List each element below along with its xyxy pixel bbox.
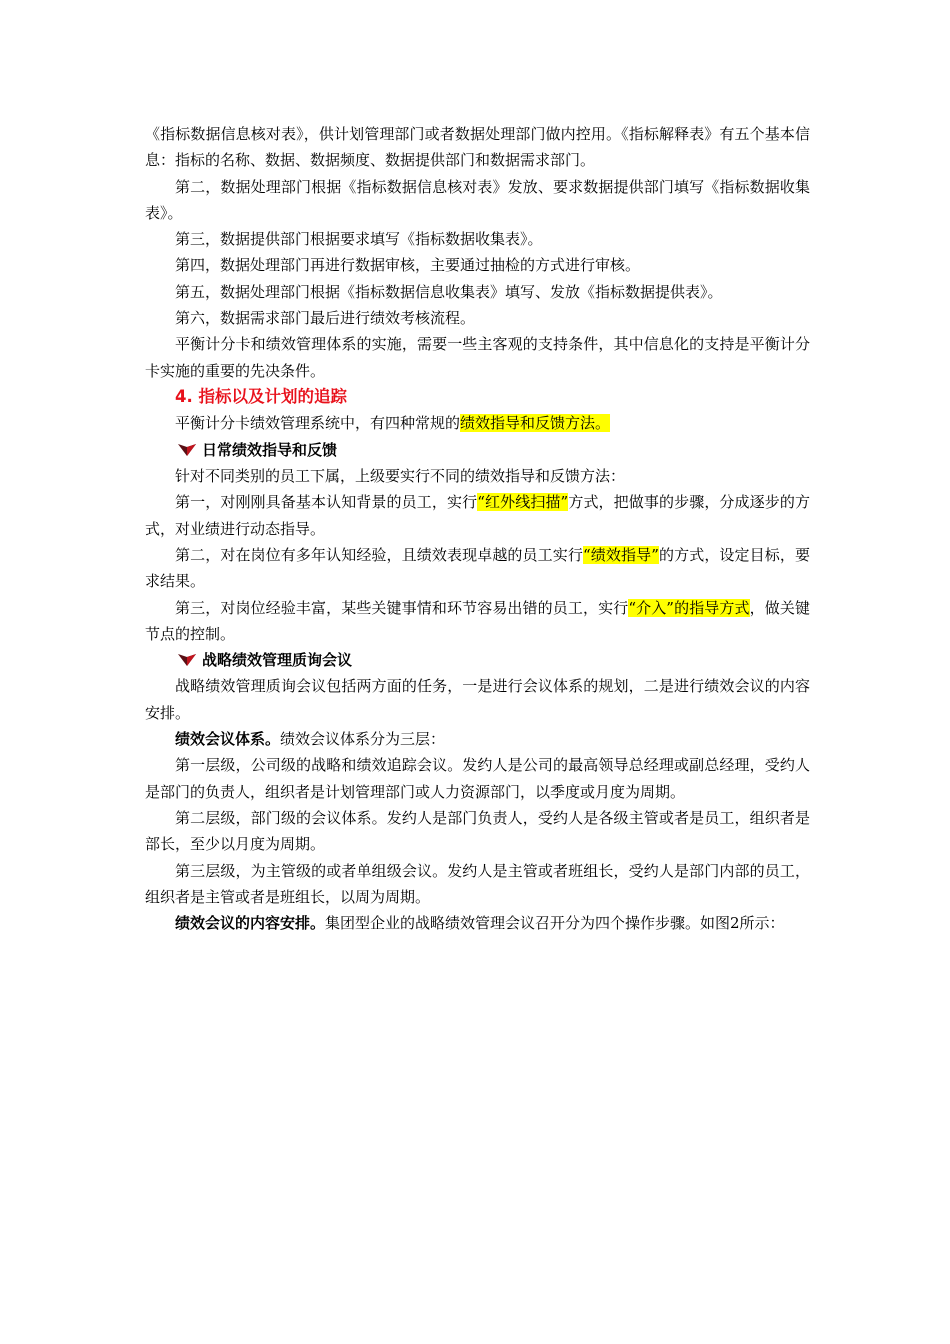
text-run: 第三，对岗位经验丰富，某些关键事情和环节容易出错的员工，实行 [175,598,629,617]
paragraph [145,726,810,752]
highlighted-text: “红外线扫描” [477,493,569,512]
paragraph: 第三层级，为主管级的或者单组级会议。发约人是主管或者班组长，受约人是部门内部的员工，组织者是主管或者是班组长，以周为周期。 [145,861,810,906]
text-run: 平衡计分卡绩效管理系统中，有四种常规的 [175,414,461,433]
subheading-label: 日常绩效指导和反馈 [202,440,338,459]
arrow-bullet-icon [178,654,196,666]
paragraph: 第一层级，公司级的战略和绩效追踪会议。发约人是公司的最高领导总经理或副总经理，受约人是部门的负责人，组织者是计划管理部门或人力资源部门，以季度或月度为周期。 [145,756,810,801]
paragraph: 第五，数据处理部门根据《指标数据信息收集表》填写、发放《指标数据提供表》。 [175,282,723,301]
text-run: 方式，把做事的步骤，分成逐步的方式，对业绩进行动态指导。 [145,493,810,538]
paragraph [145,410,810,436]
paragraph [145,910,810,936]
subheading-strategy [145,647,810,673]
text-run: 集团型企业的战略绩效管理会议召开分为四个操作步骤。如图2所示： [325,914,785,933]
highlighted-text: 绩效指导和反馈方法。 [460,414,611,433]
paragraph [145,542,810,595]
paragraph: 第二，数据处理部门根据《指标数据信息核对表》发放、要求数据提供部门填写《指标数据收集表》。 [145,177,810,222]
bold-lead: 绩效会议的内容安排。 [175,914,326,933]
paragraph: 第六，数据需求部门最后进行绩效考核流程。 [175,309,476,328]
text-run: 第二，对在岗位有多年认知经验，且绩效表现卓越的员工实行 [175,545,583,564]
paragraph: 第四，数据处理部门再进行数据审核，主要通过抽检的方式进行审核。 [175,256,641,275]
section-heading: 4. 指标以及计划的追踪 [175,386,347,406]
paragraph [145,595,810,648]
paragraph [145,489,810,542]
paragraph: 战略绩效管理质询会议包括两方面的任务，一是进行会议体系的规划，二是进行绩效会议的内容安排。 [145,677,810,722]
paragraph: 平衡计分卡和绩效管理体系的实施，需要一些主客观的支持条件，其中信息化的支持是平衡计分卡实施的重要的先决条件。 [145,335,810,380]
paragraph: 第二层级，部门级的会议体系。发约人是部门负责人，受约人是各级主管或者是员工，组织者是部长，至少以月度为周期。 [145,808,810,854]
text-run: 绩效会议体系分为三层： [280,730,446,749]
subheading-label: 战略绩效管理质询会议 [202,651,353,670]
arrow-bullet-icon [178,444,196,456]
highlighted-text: “介入”的指导方式 [628,598,750,617]
document-page [145,121,810,936]
highlighted-text: “绩效指导” [582,545,659,564]
text-run: ，做关键节点的控制。 [145,598,810,643]
text-run: 第一，对刚刚具备基本认知背景的员工，实行 [175,493,478,512]
bold-lead: 绩效会议体系。 [175,730,281,749]
text-run: 的方式，设定目标，要求结果。 [145,545,810,591]
subheading-daily [145,437,810,463]
paragraph: 第三，数据提供部门根据要求填写《指标数据收集表》。 [175,230,543,249]
paragraph: 针对不同类别的员工下属，上级要实行不同的绩效指导和反馈方法： [175,467,626,486]
paragraph: 《指标数据信息核对表》，供计划管理部门或者数据处理部门做内控用。《指标解释表》有五个基本信息：指标的名称、数据、数据频度、数据提供部门和数据需求部门。 [145,125,810,170]
